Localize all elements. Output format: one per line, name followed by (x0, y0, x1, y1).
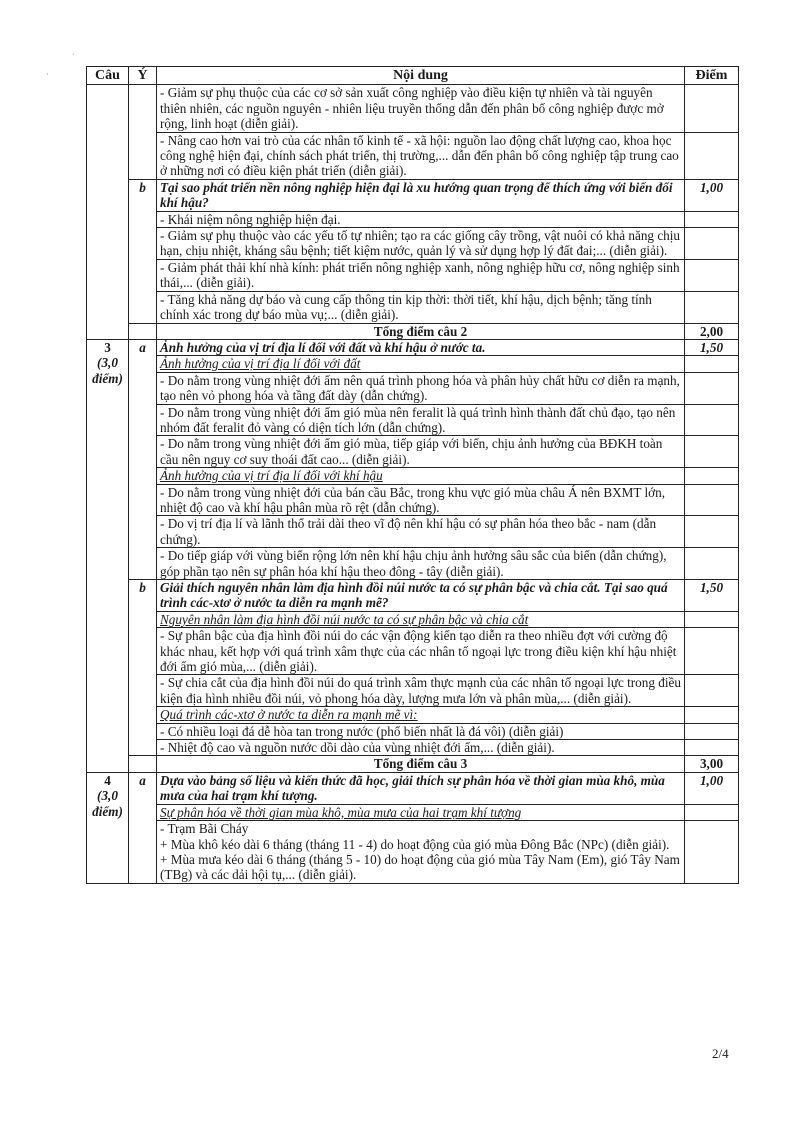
subheading: Ảnh hưởng của vị trí địa lí đối với đất (157, 356, 685, 372)
content-cell: - Nâng cao hơn vai trò của các nhân tố kinh tế - xã hội: nguồn lao động chất lượng cao, khoa học công nghệ hiện đại, chính sách phát triển, thị trường,... dẫn đến phân bố công nghiệp tập trung cao ở những nơi có điều kiện phát triển (diễn giải). (157, 132, 685, 179)
question-points-4: (3,0 (97, 788, 118, 804)
content-cell: - Giảm sự phụ thuộc của các cơ sở sản xuất công nghiệp vào điều kiện tự nhiên và tài nguyên thiên nhiên, các nguồn nguyên - nhiên liệu truyền thống dẫn đến phân bố công nghiệp được mở rộng, linh hoạt (diễn giải). (157, 85, 685, 132)
points-3a: 1,50 (685, 339, 739, 355)
content-cell: - Sự chia cắt của địa hình đồi núi do quá trình xâm thực mạnh của các nhân tố ngoại lực trong điều kiện địa hình nhiều đồi núi, vỏ phong hóa dày, lượng mưa lớn và phân mùa,... (diễn giải). (157, 675, 685, 707)
total-label-3: Tổng điểm câu 3 (157, 756, 685, 772)
table-row (87, 468, 739, 484)
content-cell: - Do nằm trong vùng nhiệt đới của bán cầu Bắc, trong khu vực gió mùa châu Á nên BXMT lớn, nhiệt độ cao và khí hậu phân mùa rõ rệt (dẫn chứng). (157, 484, 685, 516)
table-row (87, 179, 739, 211)
y-cell-4a: a (129, 772, 157, 883)
dry-season-text: + Mùa khô kéo dài 6 tháng (tháng 11 - 4) do hoạt động của gió mùa Đông Bắc (NPc) (diễn giải). (160, 836, 670, 852)
table-row (87, 356, 739, 372)
station-name: - Trạm Bãi Cháy (160, 821, 249, 837)
question-number-4: 4 (104, 772, 111, 788)
question-number-3: 3 (104, 339, 111, 355)
table-row (87, 484, 739, 516)
content-cell: - Do nằm trong vùng nhiệt đới ẩm gió mùa nên feralit là quá trình hình thành đất chủ đạo, tạo nên nhóm đất feralit đỏ vàng có diện tích lớn (dẫn chứng). (157, 404, 685, 436)
question-3a: Ảnh hưởng của vị trí địa lí đối với đất và khí hậu ở nước ta. (157, 339, 685, 355)
total-row-3 (87, 756, 739, 772)
table-row (87, 85, 739, 132)
y-cell-3a: a (129, 339, 157, 579)
question-3b: Giải thích nguyên nhân làm địa hình đồi núi nước ta có sự phân bậc và chia cắt. Tại sao quá trình các-xtơ ở nước ta diễn ra mạnh mẽ? (157, 580, 685, 612)
table-row (87, 580, 739, 612)
table-row (87, 821, 739, 884)
table-row (87, 740, 739, 756)
wet-season-text: + Mùa mưa kéo dài 6 tháng (tháng 5 - 10) do hoạt động của gió mùa Tây Nam (Em), gió Tây Nam (TBg) và các dải hội tụ,... (diễn giải). (160, 851, 680, 883)
answer-sheet (86, 66, 738, 884)
subheading: Quá trình các-xtơ ở nước ta diễn ra mạnh mẽ vì: (157, 707, 685, 723)
subheading: Ảnh hưởng của vị trí địa lí đối với khí hậu (157, 468, 685, 484)
question-2b: Tại sao phát triển nền nông nghiệp hiện đại là xu hướng quan trọng để thích ứng với biến đổi khí hậu? (157, 179, 685, 211)
col-noi-dung: Nội dung (157, 67, 685, 85)
question-points-3: (3,0 (97, 355, 118, 371)
table-row (87, 132, 739, 179)
table-row (87, 259, 739, 291)
question-4a: Dựa vào bảng số liệu và kiến thức đã học, giải thích sự phân hóa về thời gian mùa khô, mùa mưa của hai trạm khí tượng. (157, 772, 685, 804)
scan-mark: · (72, 50, 75, 59)
table-row (87, 804, 739, 820)
total-label-2: Tổng điểm câu 2 (157, 323, 685, 339)
col-y: Ý (129, 67, 157, 85)
total-points-3: 3,00 (685, 756, 739, 772)
content-cell: - Sự phân bậc của địa hình đồi núi do các vận động kiến tạo diễn ra theo nhiều đợt với cường độ khác nhau, kết hợp với quá trình xâm thực của các nhân tố ngoại lực trong điều kiện khí hậu nhiệt đới ẩm gió mùa,... (diễn giải). (157, 628, 685, 675)
table-row (87, 228, 739, 260)
content-cell: - Có nhiều loại đá dễ hòa tan trong nước (phổ biến nhất là đá vôi) (diễn giải) (157, 723, 685, 739)
table-row (87, 291, 739, 323)
table-row (87, 372, 739, 404)
table-row (87, 628, 739, 675)
table-row (87, 772, 739, 804)
y-cell-3b: b (129, 580, 157, 756)
subheading: Nguyên nhân làm địa hình đồi núi nước ta có sự phân bậc và chia cắt (157, 611, 685, 627)
content-cell: - Do nằm trong vùng nhiệt đới ẩm gió mùa, tiếp giáp với biển, chịu ảnh hưởng của BĐKH toàn cầu nên nguy cơ suy thoái đất cao... (diễn giải). (157, 436, 685, 468)
col-cau: Câu (87, 67, 129, 85)
content-cell: - Nhiệt độ cao và nguồn nước dồi dào của vùng nhiệt đới ẩm,... (diễn giải). (157, 740, 685, 756)
table-row (87, 723, 739, 739)
table-row (87, 675, 739, 707)
content-cell (157, 821, 685, 884)
table-row (87, 548, 739, 580)
table-row (87, 211, 739, 227)
table-row (87, 611, 739, 627)
scan-mark-2: · (46, 70, 49, 79)
content-cell: - Giảm phát thải khí nhà kính: phát triển nông nghiệp xanh, nông nghiệp hữu cơ, nông nghiệp sinh thái,... (diễn giải). (157, 259, 685, 291)
y-cell-2a (129, 85, 157, 179)
cau-cell-2 (87, 85, 129, 340)
table-row (87, 516, 739, 548)
table-row (87, 404, 739, 436)
y-cell-2b: b (129, 179, 157, 323)
cau-cell-4 (87, 772, 129, 883)
table-header (87, 67, 739, 85)
content-cell: - Khái niệm nông nghiệp hiện đại. (157, 211, 685, 227)
page-number: 2/4 (712, 1046, 729, 1061)
total-row-2 (87, 323, 739, 339)
total-points-2: 2,00 (685, 323, 739, 339)
content-cell: - Giảm sự phụ thuộc vào các yếu tố tự nhiên; tạo ra các giống cây trồng, vật nuôi có khả năng chịu hạn, chịu nhiệt, kháng sâu bệnh; tiết kiệm nước, quản lý và sử dụng hợp lý đất đai;... (diễn giải). (157, 228, 685, 260)
content-cell: - Tăng khả năng dự báo và cung cấp thông tin kịp thời: thời tiết, khí hậu, dịch bệnh; tăng tính chính xác trong dự báo mùa vụ;... (diễn giải). (157, 291, 685, 323)
question-points-4-unit: điểm) (92, 803, 123, 819)
points-3b: 1,50 (685, 580, 739, 612)
content-cell: - Do vị trí địa lí và lãnh thổ trải dài theo vĩ độ nên khí hậu có sự phân hóa theo bắc - nam (dẫn chứng). (157, 516, 685, 548)
table-row (87, 339, 739, 355)
subheading: Sự phân hóa về thời gian mùa khô, mùa mưa của hai trạm khí tượng (157, 804, 685, 820)
question-points-3-unit: điểm) (92, 370, 123, 386)
points-4a: 1,00 (685, 772, 739, 804)
content-cell: - Do tiếp giáp với vùng biển rộng lớn nên khí hậu chịu ảnh hưởng sâu sắc của biển (dẫn chứng), góp phần tạo nên sự phân hóa khí hậu theo đông - tây (diễn giải). (157, 548, 685, 580)
content-cell: - Do nằm trong vùng nhiệt đới ẩm nên quá trình phong hóa và phân hủy chất hữu cơ diễn ra mạnh, tạo nên vỏ phong hóa và tầng đất dày (dẫn chứng). (157, 372, 685, 404)
table-row (87, 436, 739, 468)
answer-table (86, 66, 739, 884)
table-row (87, 707, 739, 723)
points-2b: 1,00 (685, 179, 739, 211)
col-diem: Điểm (685, 67, 739, 85)
cau-cell-3 (87, 339, 129, 772)
